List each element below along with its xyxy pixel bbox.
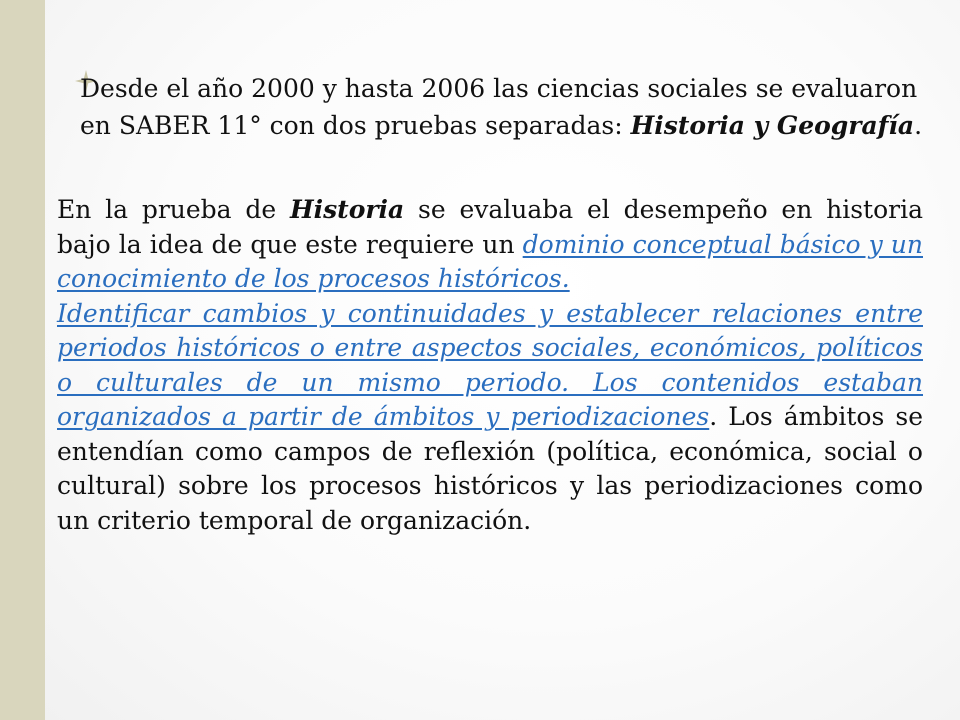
intro-line-2-text: en SABER 11° con dos pruebas separadas: bbox=[80, 111, 631, 140]
history-emphasis: Historia bbox=[289, 195, 405, 224]
left-sidebar-band bbox=[0, 0, 45, 720]
history-paragraph-second bbox=[57, 297, 923, 539]
history-paragraph bbox=[57, 193, 923, 538]
intro-paragraph bbox=[80, 70, 960, 144]
body-text-part-2: se evaluaba el desempeño en historia bajo la idea de que este requiere un bbox=[57, 195, 923, 259]
history-paragraph-first bbox=[57, 193, 923, 297]
intro-emphasis: Historia y Geografía bbox=[630, 111, 915, 140]
intro-line-1: Desde el año 2000 y hasta 2006 las ciencias sociales se evaluaron bbox=[80, 74, 918, 103]
dominio-conceptual-link[interactable]: dominio conceptual básico y un conocimiento de los procesos históricos. bbox=[57, 229, 923, 293]
body-text-part-3: . Los ámbitos se entendían como campos de reflexión (política, económica, social o cultural) sobre los procesos históricos y las periodizaciones como un criterio temporal de organización. bbox=[57, 402, 923, 535]
body-text-part-1: En la prueba de bbox=[57, 195, 290, 224]
intro-line-2 bbox=[80, 107, 960, 144]
intro-line-2-end: . bbox=[914, 111, 923, 140]
identificar-cambios-link[interactable]: Identificar cambios y continuidades y establecer relaciones entre periodos históricos o entre aspectos sociales, económicos, políticos o culturales de un mismo periodo. Los contenidos estaban organizados a partir de ámbitos y periodizaciones bbox=[57, 298, 923, 431]
